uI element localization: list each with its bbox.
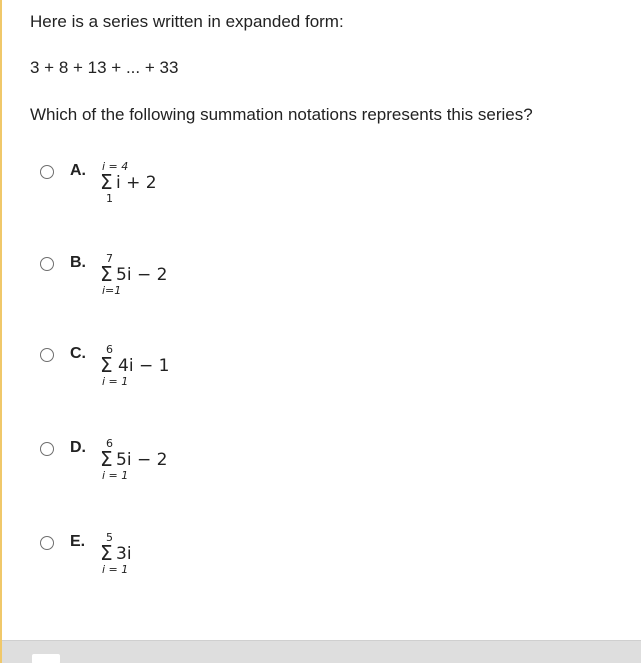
option-d-upper-limit: 6 [106,437,113,450]
sigma-icon: Σ [100,262,113,286]
option-c-upper-limit: 6 [106,343,113,356]
option-c-letter: C. [70,345,86,362]
option-b-summation [100,253,220,313]
option-d-letter: D. [70,439,86,456]
series-expression: 3 + 8 + 13 + ... + 33 [30,58,179,77]
option-e-term: 3i [116,544,132,564]
option-b-lower-limit: i=1 [102,284,122,297]
sigma-icon: Σ [100,170,113,194]
option-b-letter: B. [70,254,86,271]
option-c-radio[interactable] [40,348,54,362]
option-e-letter: E. [70,533,86,550]
option-c-lower-limit: i = 1 [102,375,129,388]
option-a-summation [100,161,220,221]
option-d-summation [100,438,220,498]
option-b-radio[interactable] [40,257,54,271]
option-d-radio[interactable] [40,442,54,456]
option-a-radio[interactable] [40,165,54,179]
option-b-upper-limit: 7 [106,252,113,265]
footer-bar [2,640,641,663]
option-c-summation [100,344,220,404]
option-a[interactable] [40,161,340,231]
option-b-term: 5i − 2 [116,265,168,285]
option-e-lower-limit: i = 1 [102,563,129,576]
question-intro: Here is a series written in expanded form: [30,12,344,31]
option-c[interactable] [40,344,340,414]
sigma-icon: Σ [100,353,113,377]
option-c-term: 4i − 1 [118,356,170,376]
option-a-letter: A. [70,162,86,179]
option-b[interactable] [40,253,340,323]
option-e-radio[interactable] [40,536,54,550]
option-e-upper-limit: 5 [106,531,113,544]
sigma-icon: Σ [100,447,113,471]
question-prompt: Which of the following summation notations represents this series? [30,105,533,124]
sigma-icon: Σ [100,541,113,565]
option-e-summation [100,532,220,592]
option-e[interactable] [40,532,340,602]
option-d-term: 5i − 2 [116,450,168,470]
option-a-upper-limit: i = 4 [102,160,129,173]
option-d[interactable] [40,438,340,508]
option-a-lower-limit: 1 [106,192,113,205]
option-a-term: i + 2 [116,173,157,193]
option-d-lower-limit: i = 1 [102,469,129,482]
